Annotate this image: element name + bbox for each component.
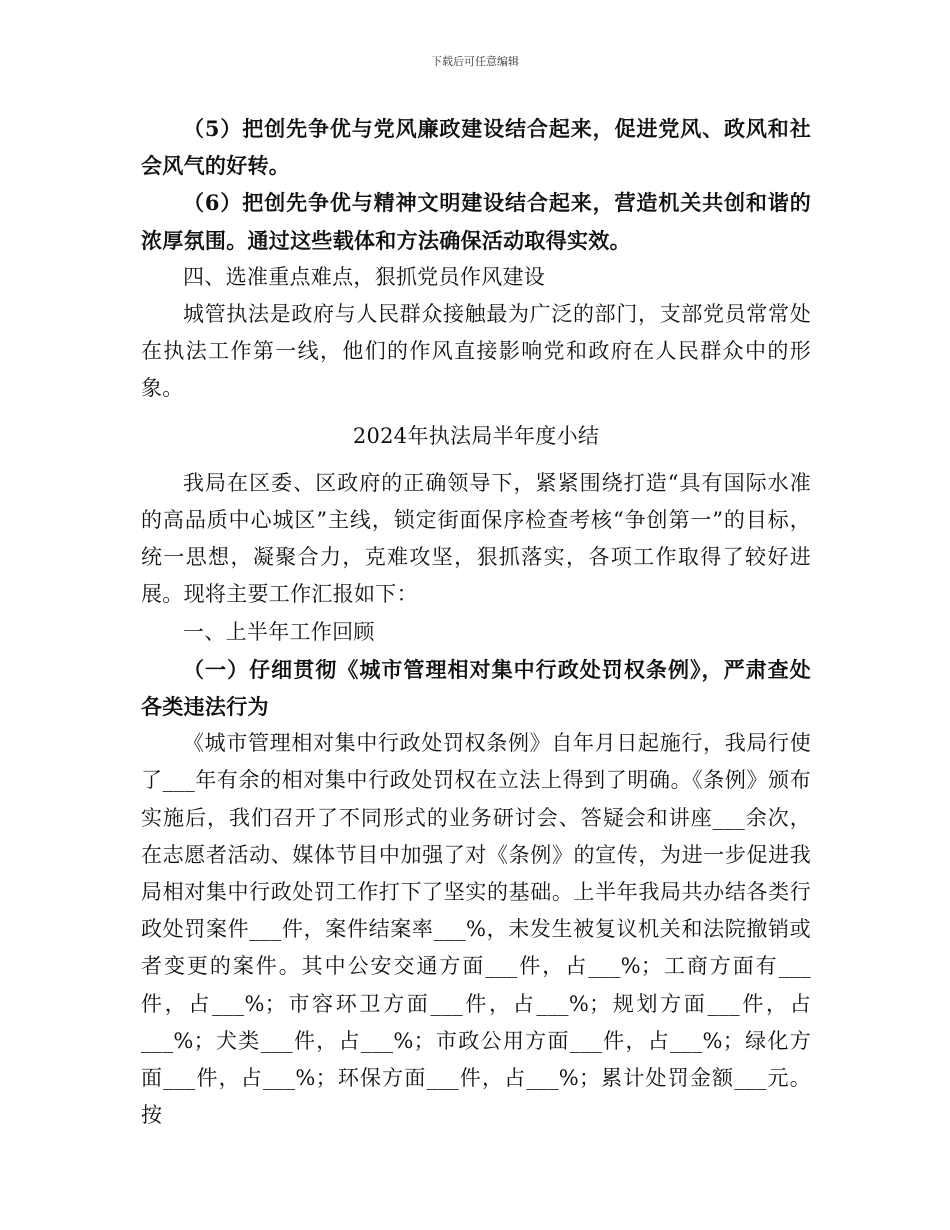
paragraph-details: 《城市管理相对集中行政处罚权条例》自年月日起施行，我局行使了___年有余的相对集中行政处罚权在立法上得到了明确。《条例》颁布实施后，我们召开了不同形式的业务研讨会、答疑会和讲座___余次，在志愿者活动、媒体节目中加强了对《条例》的宣传，为进一步促进我局相对集中行政处罚工作打下了坚实的基础。上半年我局共办结各类行政处罚案件___件，案件结案率___%，未发生被复议机关和法院撤销或者变更的案件。其中公安交通方面___件，占___%；工商方面有___件，占___%；市容环卫方面___件，占___%；规划方面___件，占___%；犬类___件，占___%；市政公用方面___件，占___%；绿化方面___件，占___%；环保方面___件，占___%；累计处罚金额___元。按 <box>141 731 811 1128</box>
paragraph-summary: 我局在区委、区政府的正确领导下，紧紧围绕打造“具有国际水准的高品质中心城区”主线，锁定街面保序检查考核“争创第一”的目标，统一思想，凝聚合力，克难攻坚，狠抓落实，各项工作取得了较好进展。现将主要工作汇报如下： <box>141 470 811 607</box>
document-body <box>141 110 811 1134</box>
page-header-note: 下载后可任意编辑 <box>431 55 519 68</box>
section-heading-1: 一、上半年工作回顾 <box>183 619 375 644</box>
paragraph-5: （5）把创先争优与党风廉政建设结合起来，促进党风、政风和社会风气的好转。 <box>141 116 811 179</box>
section-heading-4: 四、选准重点难点，狠抓党员作风建设 <box>183 264 546 289</box>
paragraph-intro: 城管执法是政府与人民群众接触最为广泛的部门，支部党员常常处在执法工作第一线，他们的作风直接影响党和政府在人民群众中的形象。 <box>141 302 811 401</box>
paragraph-6: （6）把创先争优与精神文明建设结合起来，营造机关共创和谐的浓厚氛围。通过这些载体和方法确保活动取得实效。 <box>141 190 811 253</box>
document-title: 2024年执法局半年度小结 <box>352 423 600 448</box>
subsection-heading-1: （一）仔细贯彻《城市管理相对集中行政处罚权条例》，严肃查处各类违法行为 <box>141 656 811 720</box>
